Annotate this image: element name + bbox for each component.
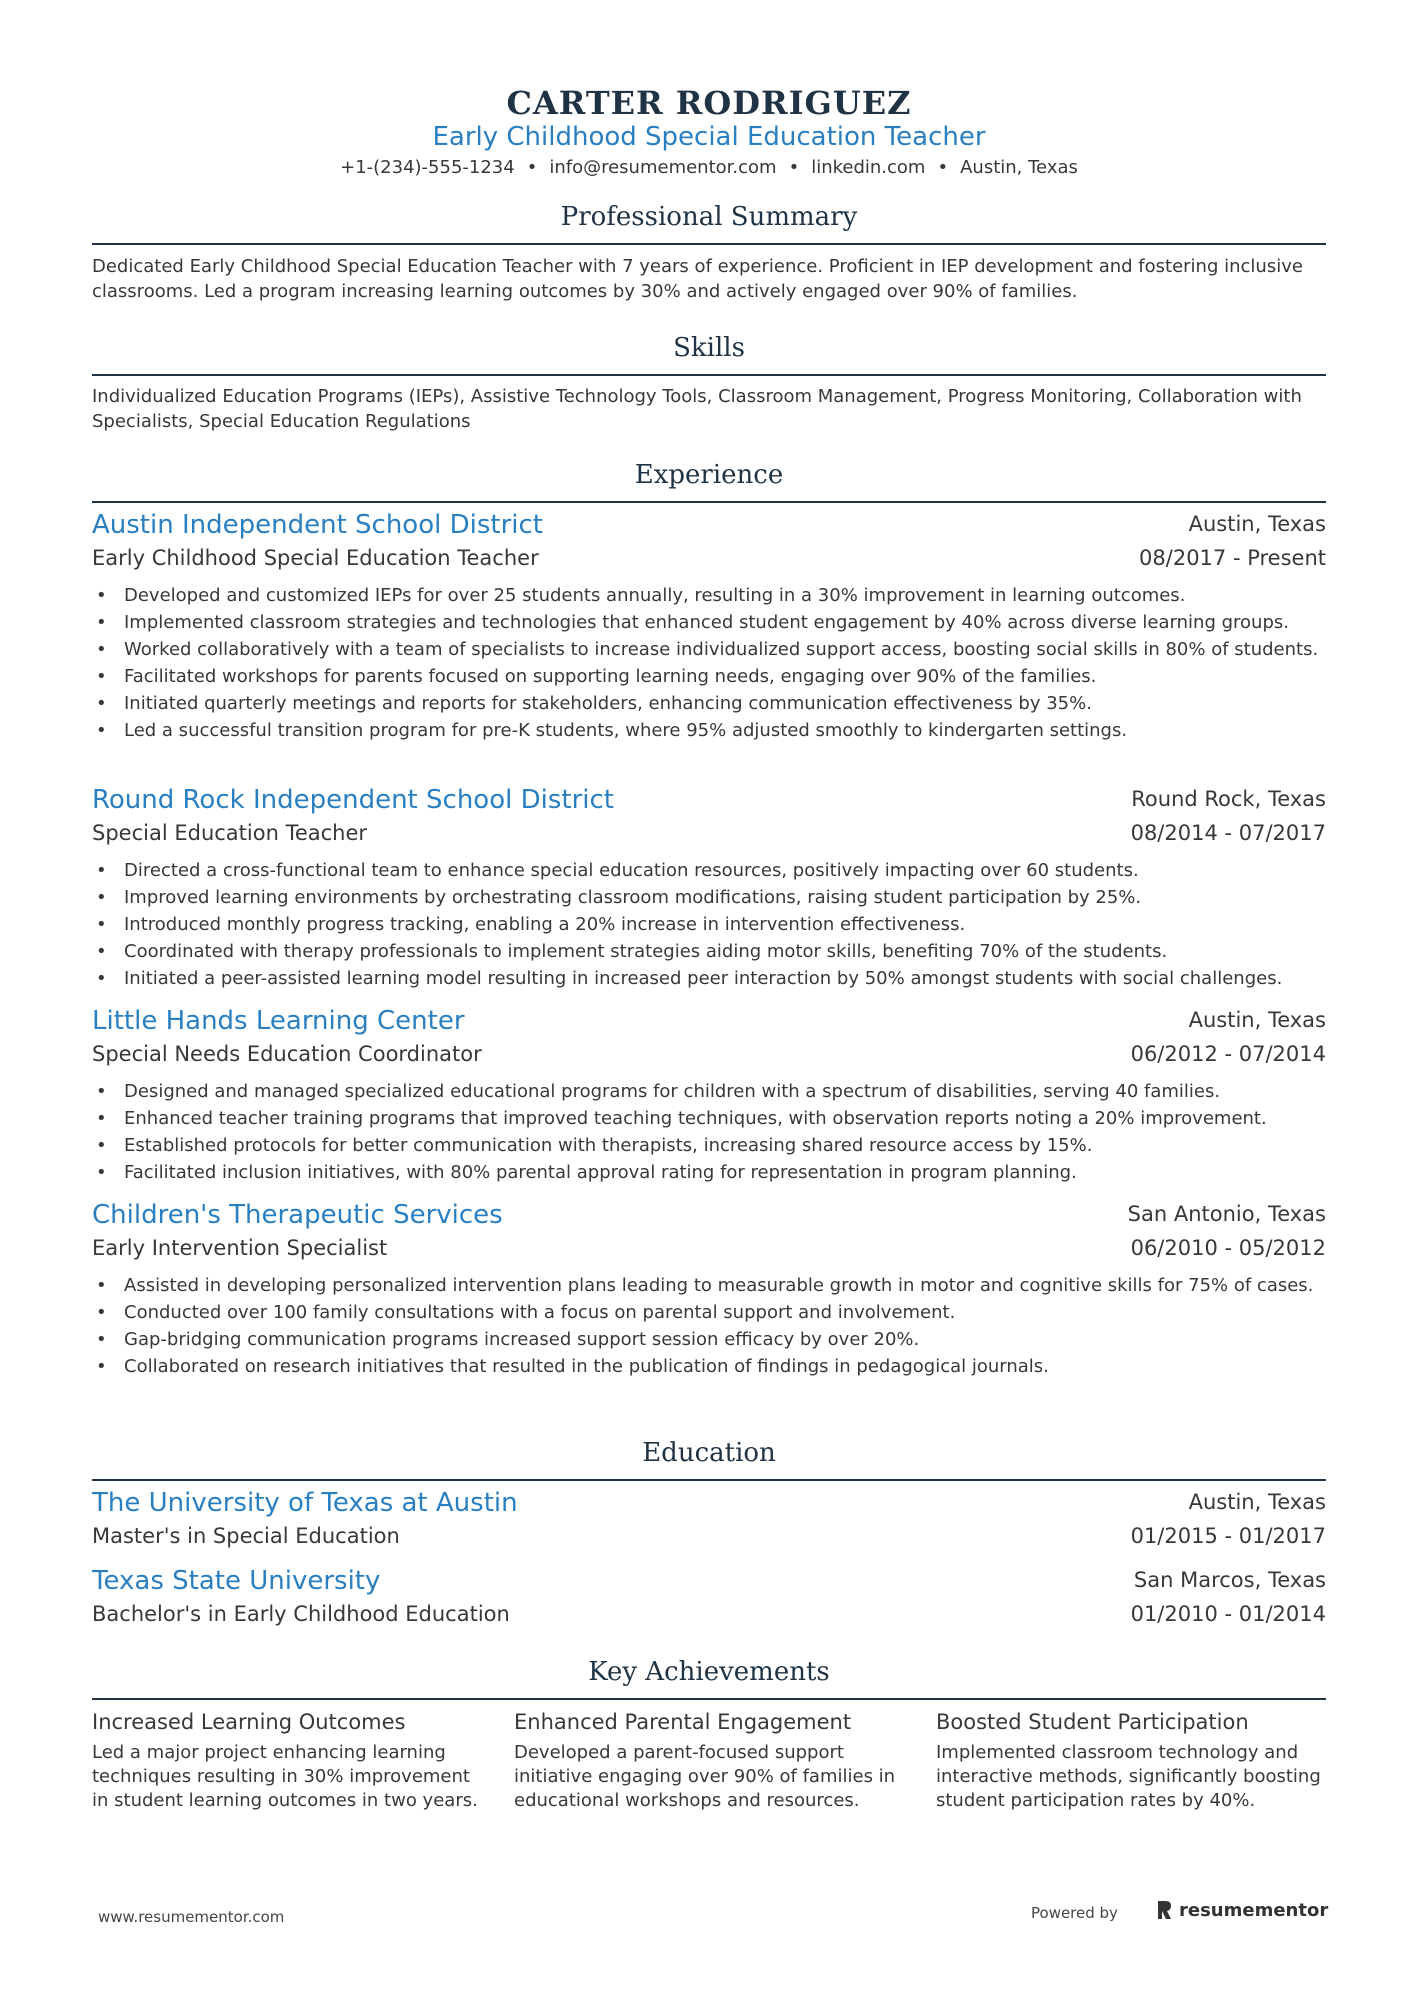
school-name: The University of Texas at Austin (92, 1488, 518, 1518)
candidate-title: Early Childhood Special Education Teacher (432, 122, 986, 152)
section-divider (92, 501, 1326, 503)
list-item: • Conducted over 100 family consultations with a focus on parental support and involvement. (92, 1299, 1326, 1326)
list-item: • Worked collaboratively with a team of specialists to increase individualized support access, boosting social skills in 80% of students. (92, 636, 1326, 663)
list-item: • Assisted in developing personalized intervention plans leading to measurable growth in motor and cognitive skills for 75% of cases. (92, 1272, 1326, 1299)
list-item: • Established protocols for better communication with therapists, increasing shared resource access by 15%. (92, 1132, 1326, 1159)
job-organization: Children's Therapeutic Services (92, 1200, 503, 1230)
bullet-separator: • (526, 157, 538, 178)
degree: Bachelor's in Early Childhood Education (92, 1602, 510, 1626)
brand-logo[interactable] (1155, 1899, 1328, 1921)
list-item: • Introduced monthly progress tracking, enabling a 20% increase in intervention effectiveness. (92, 911, 1326, 938)
list-item: • Facilitated inclusion initiatives, with 80% parental approval rating for representation in program planning. (92, 1159, 1326, 1186)
location: Austin, Texas (960, 157, 1078, 178)
job-role: Early Childhood Special Education Teacher (92, 546, 539, 570)
job-dates: 08/2014 - 07/2017 (1130, 821, 1326, 845)
job-dates: 08/2017 - Present (1139, 546, 1326, 570)
job-location: Austin, Texas (1188, 512, 1326, 536)
job-bullets (92, 1078, 1326, 1186)
summary-text: Dedicated Early Childhood Special Education Teacher with 7 years of experience. Proficient in IEP development and fostering inclusive classrooms. Led a program increasing learning outcomes by 30% and actively engaged over 90% of families. (92, 256, 1303, 302)
achievement-description: Led a major project enhancing learning techniques resulting in 30% improvement in student learning outcomes in two years. (92, 1742, 478, 1811)
brand-name: resumementor (1179, 1899, 1329, 1921)
section-divider (92, 374, 1326, 376)
job-bullets (92, 1272, 1326, 1380)
skills-text: Individualized Education Programs (IEPs), Assistive Technology Tools, Classroom Management, Progress Monitoring, Collaboration with Specialists, Special Education Regulations (92, 386, 1302, 432)
list-item: • Implemented classroom strategies and technologies that enhanced student engagement by 40% across diverse learning groups. (92, 609, 1326, 636)
school-location: San Marcos, Texas (1133, 1568, 1326, 1592)
phone: +1-(234)-555-1234 (340, 157, 515, 178)
achievement-description: Developed a parent-focused support initiative engaging over 90% of families in educational workshops and resources. (514, 1742, 896, 1811)
candidate-name: CARTER RODRIGUEZ (506, 84, 912, 122)
bullet-separator: • (788, 157, 800, 178)
contact-line (92, 157, 1326, 178)
school-dates: 01/2015 - 01/2017 (1130, 1524, 1326, 1548)
resumementor-logo-icon (1155, 1899, 1173, 1921)
list-item: • Improved learning environments by orchestrating classroom modifications, raising student participation by 25%. (92, 884, 1326, 911)
list-item: • Coordinated with therapy professionals to implement strategies aiding motor skills, benefiting 70% of the students. (92, 938, 1326, 965)
list-item: • Collaborated on research initiatives that resulted in the publication of findings in pedagogical journals. (92, 1353, 1326, 1380)
job-role: Special Education Teacher (92, 821, 368, 845)
bullet-separator: • (937, 157, 949, 178)
degree: Master's in Special Education (92, 1524, 400, 1548)
email-link[interactable]: info@resumementor.com (549, 157, 777, 178)
skills-heading: Skills (673, 333, 745, 363)
achievement-title: Enhanced Parental Engagement (514, 1710, 852, 1734)
linkedin-link[interactable]: linkedin.com (811, 157, 926, 178)
job-bullets (92, 857, 1326, 992)
job-location: Austin, Texas (1188, 1008, 1326, 1032)
powered-by-label: Powered by (1031, 1904, 1118, 1922)
list-item: • Directed a cross-functional team to enhance special education resources, positively impacting over 60 students. (92, 857, 1326, 884)
list-item: • Designed and managed specialized educational programs for children with a spectrum of disabilities, serving 40 families. (92, 1078, 1326, 1105)
job-dates: 06/2010 - 05/2012 (1130, 1236, 1326, 1260)
job-role: Special Needs Education Coordinator (92, 1042, 482, 1066)
experience-heading: Experience (634, 460, 784, 490)
achievement-card (514, 1707, 904, 1813)
job-bullets (92, 582, 1326, 744)
school-location: Austin, Texas (1188, 1490, 1326, 1514)
list-item: • Developed and customized IEPs for over 25 students annually, resulting in a 30% improvement in learning outcomes. (92, 582, 1326, 609)
achievement-card (936, 1707, 1326, 1813)
job-dates: 06/2012 - 07/2014 (1130, 1042, 1326, 1066)
achievement-title: Increased Learning Outcomes (92, 1710, 406, 1734)
job-location: Round Rock, Texas (1131, 787, 1326, 811)
section-divider (92, 243, 1326, 245)
section-divider (92, 1479, 1326, 1481)
achievement-description: Implemented classroom technology and interactive methods, significantly boosting student participation rates by 40%. (936, 1742, 1321, 1811)
job-organization: Round Rock Independent School District (92, 785, 614, 815)
achievements-heading: Key Achievements (588, 1657, 830, 1687)
summary-heading: Professional Summary (560, 202, 858, 232)
list-item: • Led a successful transition program for pre-K students, where 95% adjusted smoothly to kindergarten settings. (92, 717, 1326, 744)
achievement-title: Boosted Student Participation (936, 1710, 1249, 1734)
job-location: San Antonio, Texas (1127, 1202, 1326, 1226)
achievement-card (92, 1707, 482, 1813)
list-item: • Initiated quarterly meetings and reports for stakeholders, enhancing communication effectiveness by 35%. (92, 690, 1326, 717)
list-item: • Gap-bridging communication programs increased support session efficacy by over 20%. (92, 1326, 1326, 1353)
job-organization: Little Hands Learning Center (92, 1006, 465, 1036)
section-divider (92, 1698, 1326, 1700)
list-item: • Facilitated workshops for parents focused on supporting learning needs, engaging over 90% of the families. (92, 663, 1326, 690)
footer-website-link[interactable]: www.resumementor.com (98, 1908, 285, 1926)
job-organization: Austin Independent School District (92, 510, 544, 540)
list-item: • Initiated a peer-assisted learning model resulting in increased peer interaction by 50% amongst students with social challenges. (92, 965, 1326, 992)
school-name: Texas State University (92, 1566, 381, 1596)
list-item: • Enhanced teacher training programs that improved teaching techniques, with observation reports noting a 20% improvement. (92, 1105, 1326, 1132)
education-heading: Education (642, 1438, 776, 1468)
school-dates: 01/2010 - 01/2014 (1130, 1602, 1326, 1626)
job-role: Early Intervention Specialist (92, 1236, 388, 1260)
